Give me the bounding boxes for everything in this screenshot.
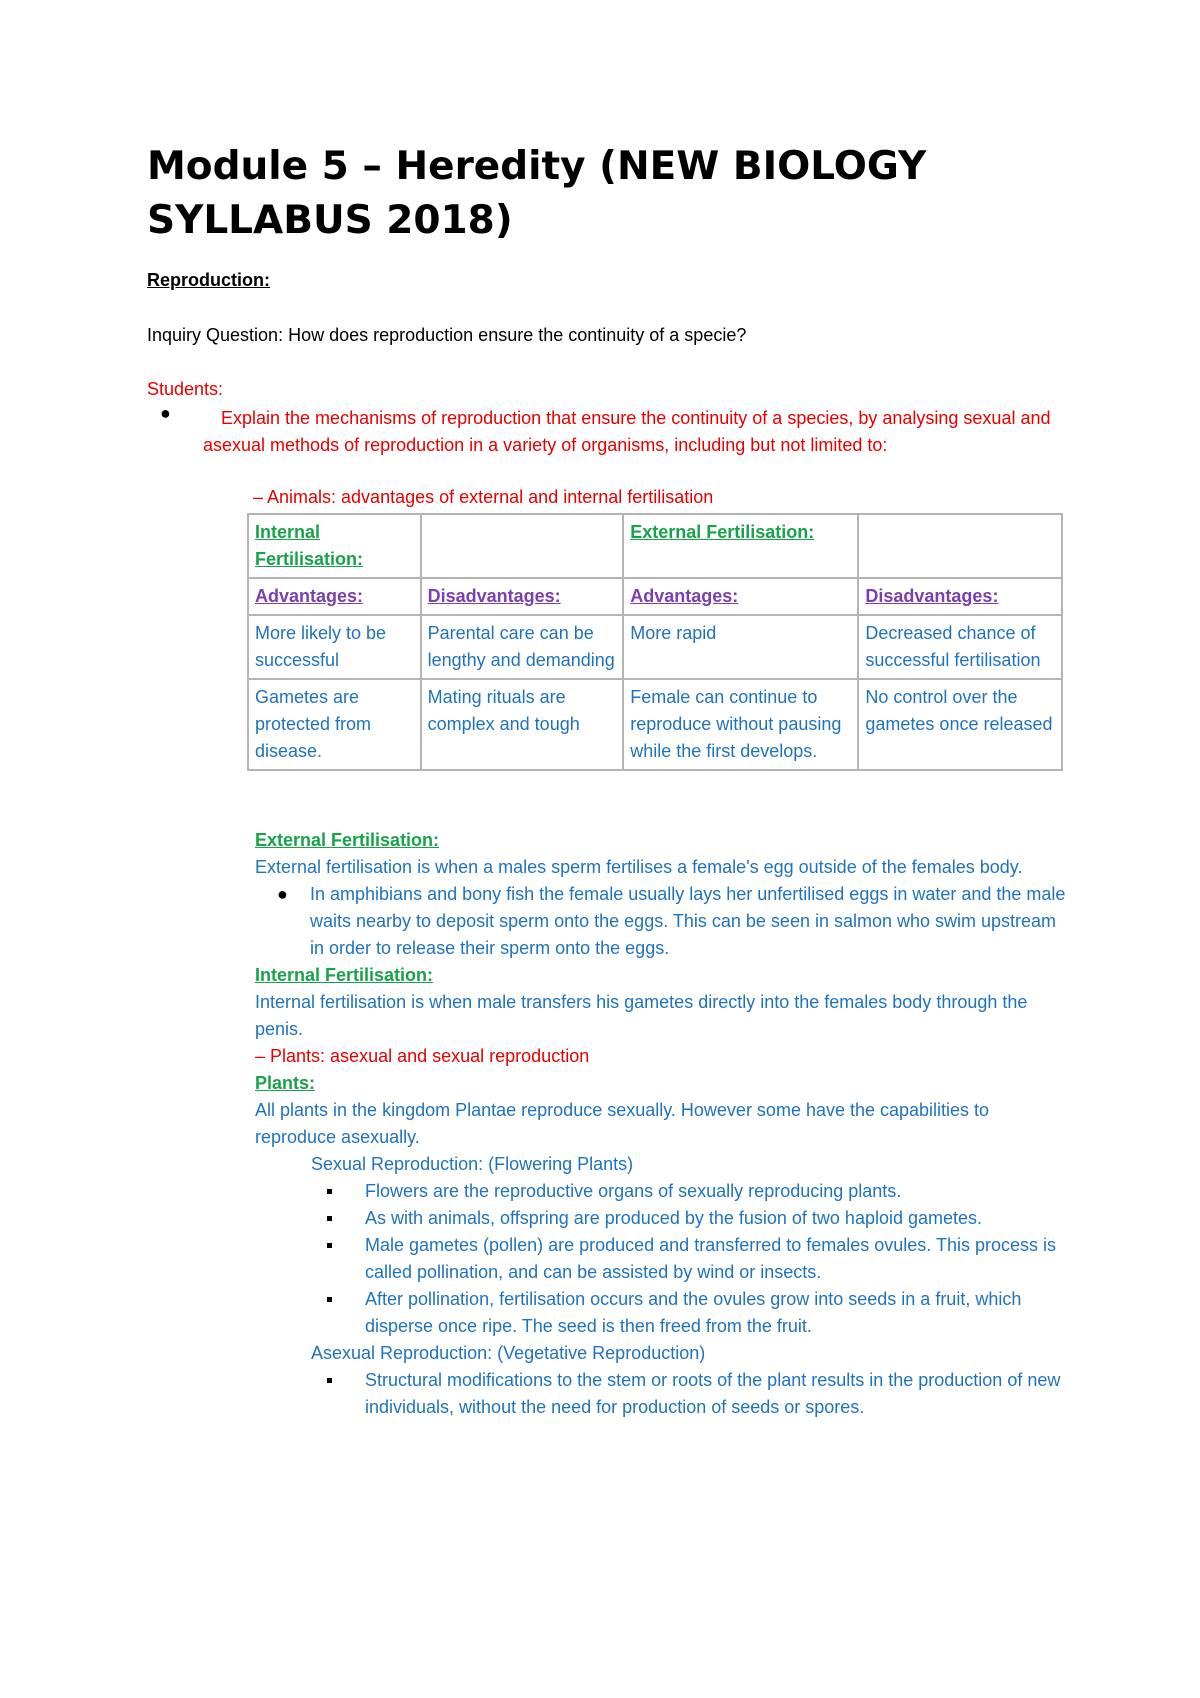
fertilisation-table bbox=[247, 513, 1063, 771]
list-item bbox=[255, 1367, 1075, 1421]
table-cell bbox=[623, 514, 858, 578]
list-item bbox=[255, 1286, 1075, 1340]
external-disadvantages-label: Disadvantages: bbox=[865, 586, 999, 606]
square-bullet-icon bbox=[327, 1189, 332, 1194]
inquiry-question: Inquiry Question: How does reproduction ensure the continuity of a specie? bbox=[147, 325, 747, 345]
table-cell bbox=[858, 514, 1062, 578]
table-cell: Parental care can be lengthy and demanding bbox=[421, 615, 624, 679]
asexual-list bbox=[255, 1367, 1075, 1421]
table-row bbox=[248, 679, 1062, 770]
internal-advantages-label: Advantages: bbox=[255, 586, 364, 606]
external-bullets bbox=[255, 881, 1075, 962]
sexual-list bbox=[255, 1178, 1075, 1340]
list-item-text: Flowers are the reproductive organs of sexually reproducing plants. bbox=[365, 1181, 902, 1201]
table-cell: More rapid bbox=[623, 615, 858, 679]
list-item-text: Structural modifications to the stem or roots of the plant results in the production of new individuals, without the need for production of seeds or spores. bbox=[365, 1370, 1061, 1417]
sexual-heading: Sexual Reproduction: (Flowering Plants) bbox=[311, 1154, 634, 1174]
bullet-icon: ● bbox=[160, 403, 171, 423]
table-cell bbox=[623, 578, 858, 615]
plants-text: All plants in the kingdom Plantae reproduce sexually. However some have the capabilities to reproduce asexually. bbox=[255, 1100, 990, 1147]
animals-point: – Animals: advantages of external and internal fertilisation bbox=[253, 487, 714, 507]
plants-point: – Plants: asexual and sexual reproduction bbox=[255, 1046, 590, 1066]
external-header: External Fertilisation: bbox=[630, 522, 815, 542]
square-bullet-icon bbox=[327, 1297, 332, 1302]
square-bullet-icon bbox=[327, 1243, 332, 1248]
students-label: Students: bbox=[147, 379, 224, 399]
asexual-heading: Asexual Reproduction: (Vegetative Reproduction) bbox=[311, 1343, 706, 1363]
document-title: Module 5 – Heredity (NEW BIOLOGY SYLLABUS 2018) bbox=[147, 144, 927, 243]
list-item bbox=[255, 1232, 1075, 1286]
table-row bbox=[248, 615, 1062, 679]
internal-heading: Internal Fertilisation: bbox=[255, 965, 434, 985]
internal-header: Internal Fertilisation: bbox=[255, 522, 364, 569]
bullet-icon: ● bbox=[277, 884, 288, 904]
table-cell: Decreased chance of successful fertilisation bbox=[858, 615, 1062, 679]
internal-disadvantages-label: Disadvantages: bbox=[427, 586, 561, 606]
table-cell: Gametes are protected from disease. bbox=[248, 679, 421, 770]
list-item-text: After pollination, fertilisation occurs and the ovules grow into seeds in a fruit, which disperse once ripe. The seed is then freed from the fruit. bbox=[365, 1289, 1022, 1336]
table-cell bbox=[858, 578, 1062, 615]
plants-heading: Plants: bbox=[255, 1073, 316, 1093]
list-item bbox=[255, 1178, 1075, 1205]
table-cell bbox=[248, 578, 421, 615]
table-cell: More likely to be successful bbox=[248, 615, 421, 679]
section-heading: Reproduction: bbox=[147, 270, 270, 290]
external-section bbox=[255, 827, 1075, 1421]
table-cell: Female can continue to reproduce without pausing while the first develops. bbox=[623, 679, 858, 770]
list-item bbox=[255, 1205, 1075, 1232]
table-cell bbox=[421, 578, 624, 615]
internal-text: Internal fertilisation is when male transfers his gametes directly into the females body through the penis. bbox=[255, 992, 1028, 1039]
table-cell: No control over the gametes once released bbox=[858, 679, 1062, 770]
external-text: External fertilisation is when a males sperm fertilises a female's egg outside of the females body. bbox=[255, 857, 1023, 877]
table-cell bbox=[421, 514, 624, 578]
square-bullet-icon bbox=[327, 1378, 332, 1383]
external-heading: External Fertilisation: bbox=[255, 830, 440, 850]
table-cell: Mating rituals are complex and tough bbox=[421, 679, 624, 770]
external-bullet-text: In amphibians and bony fish the female usually lays her unfertilised eggs in water and the male waits nearby to deposit sperm onto the eggs. This can be seen in salmon who swim upstream in order to release their sperm onto the eggs. bbox=[310, 884, 1066, 958]
list-item-text: Male gametes (pollen) are produced and transferred to females ovules. This process is called pollination, and can be assisted by wind or insects. bbox=[365, 1235, 1057, 1282]
table-cell bbox=[248, 514, 421, 578]
list-item-text: As with animals, offspring are produced by the fusion of two haploid gametes. bbox=[365, 1208, 983, 1228]
table-header-row bbox=[248, 514, 1062, 578]
square-bullet-icon bbox=[327, 1216, 332, 1221]
table-label-row bbox=[248, 578, 1062, 615]
external-advantages-label: Advantages: bbox=[630, 586, 739, 606]
requirement-text: Explain the mechanisms of reproduction that ensure the continuity of a species, by analysing sexual and asexual methods of reproduction in a variety of organisms, including but not limited to: bbox=[203, 408, 1051, 455]
list-item bbox=[255, 881, 1075, 962]
